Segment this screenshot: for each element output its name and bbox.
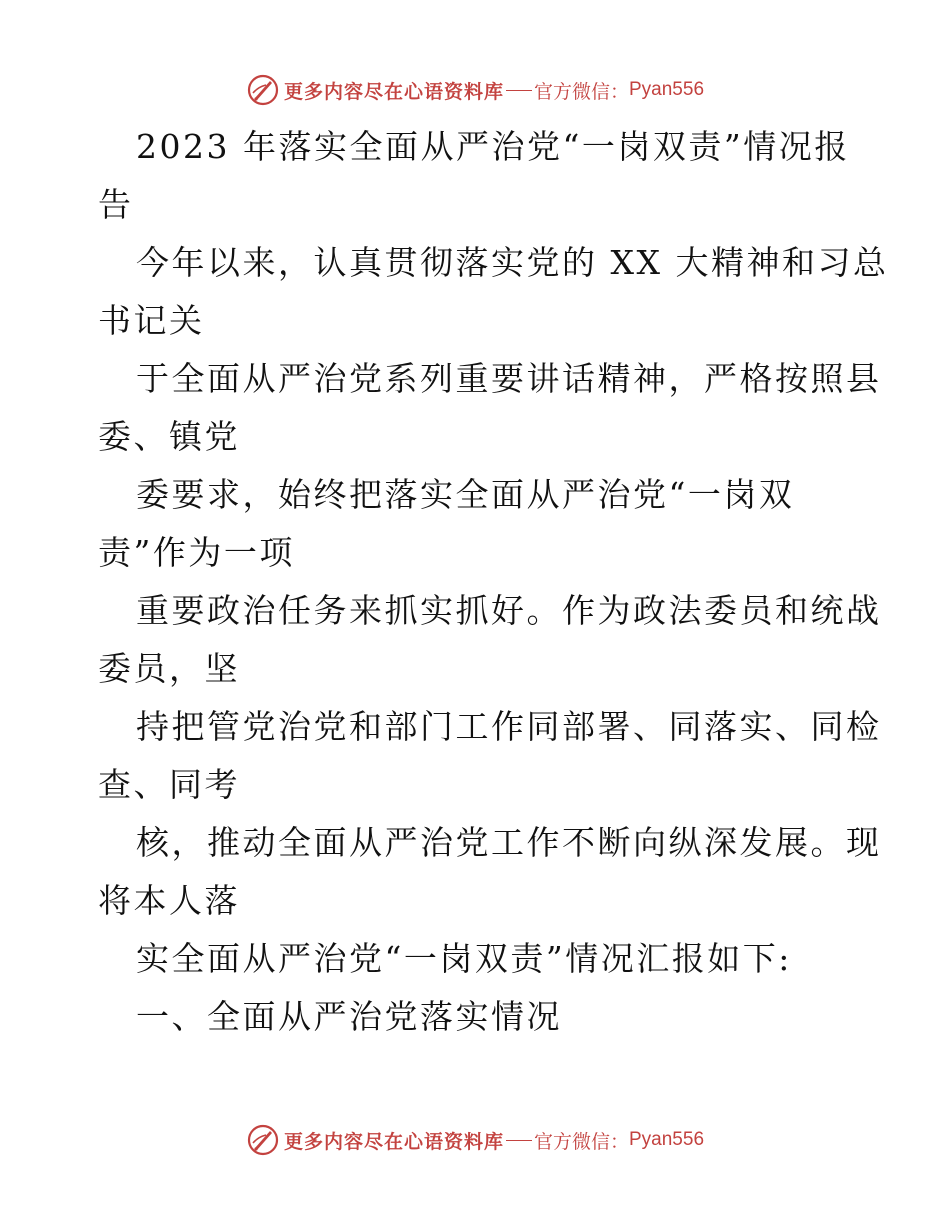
doc-line: 查、同考 [98,765,240,804]
doc-line: 2023 年落实全面从严治党“一岗双责”情况报 [136,127,850,166]
quill-pen-logo-icon [246,1123,280,1157]
header-watermark-banner [0,70,950,110]
doc-line: 书记关 [98,301,205,340]
banner-wechat-id: Pyan556 [629,79,705,100]
doc-line: 实全面从严治党“一岗双责”情况汇报如下: [136,939,792,978]
banner-slogan: 更多内容尽在心语资料库 [283,80,504,103]
banner-dash [506,90,532,91]
quill-pen-logo-icon [246,73,280,107]
doc-line: 一、全面从严治党落实情况 [136,997,562,1036]
banner-slogan: 更多内容尽在心语资料库 [283,1130,504,1153]
banner-wechat-label: 官方微信： [533,80,629,103]
doc-line: 今年以来，认真贯彻落实党的 XX 大精神和习总 [136,243,889,282]
footer-watermark-banner [0,1120,950,1160]
document-body [98,118,889,1046]
banner-dash [506,1140,532,1141]
doc-line: 责”作为一项 [98,533,295,572]
doc-line: 委、镇党 [98,417,240,456]
doc-line: 持把管党治党和部门工作同部署、同落实、同检 [136,707,882,746]
doc-line: 将本人落 [98,881,240,920]
doc-line: 委员，坚 [98,649,240,688]
banner-wechat-label: 官方微信： [533,1130,629,1153]
doc-line: 委要求，始终把落实全面从严治党“一岗双 [136,475,795,514]
doc-line: 于全面从严治党系列重要讲话精神，严格按照县 [136,359,882,398]
doc-line: 重要政治任务来抓实抓好。作为政法委员和统战 [136,591,882,630]
doc-line: 核，推动全面从严治党工作不断向纵深发展。现 [136,823,882,862]
banner-wechat-id: Pyan556 [629,1129,705,1150]
doc-line: 告 [98,185,134,224]
